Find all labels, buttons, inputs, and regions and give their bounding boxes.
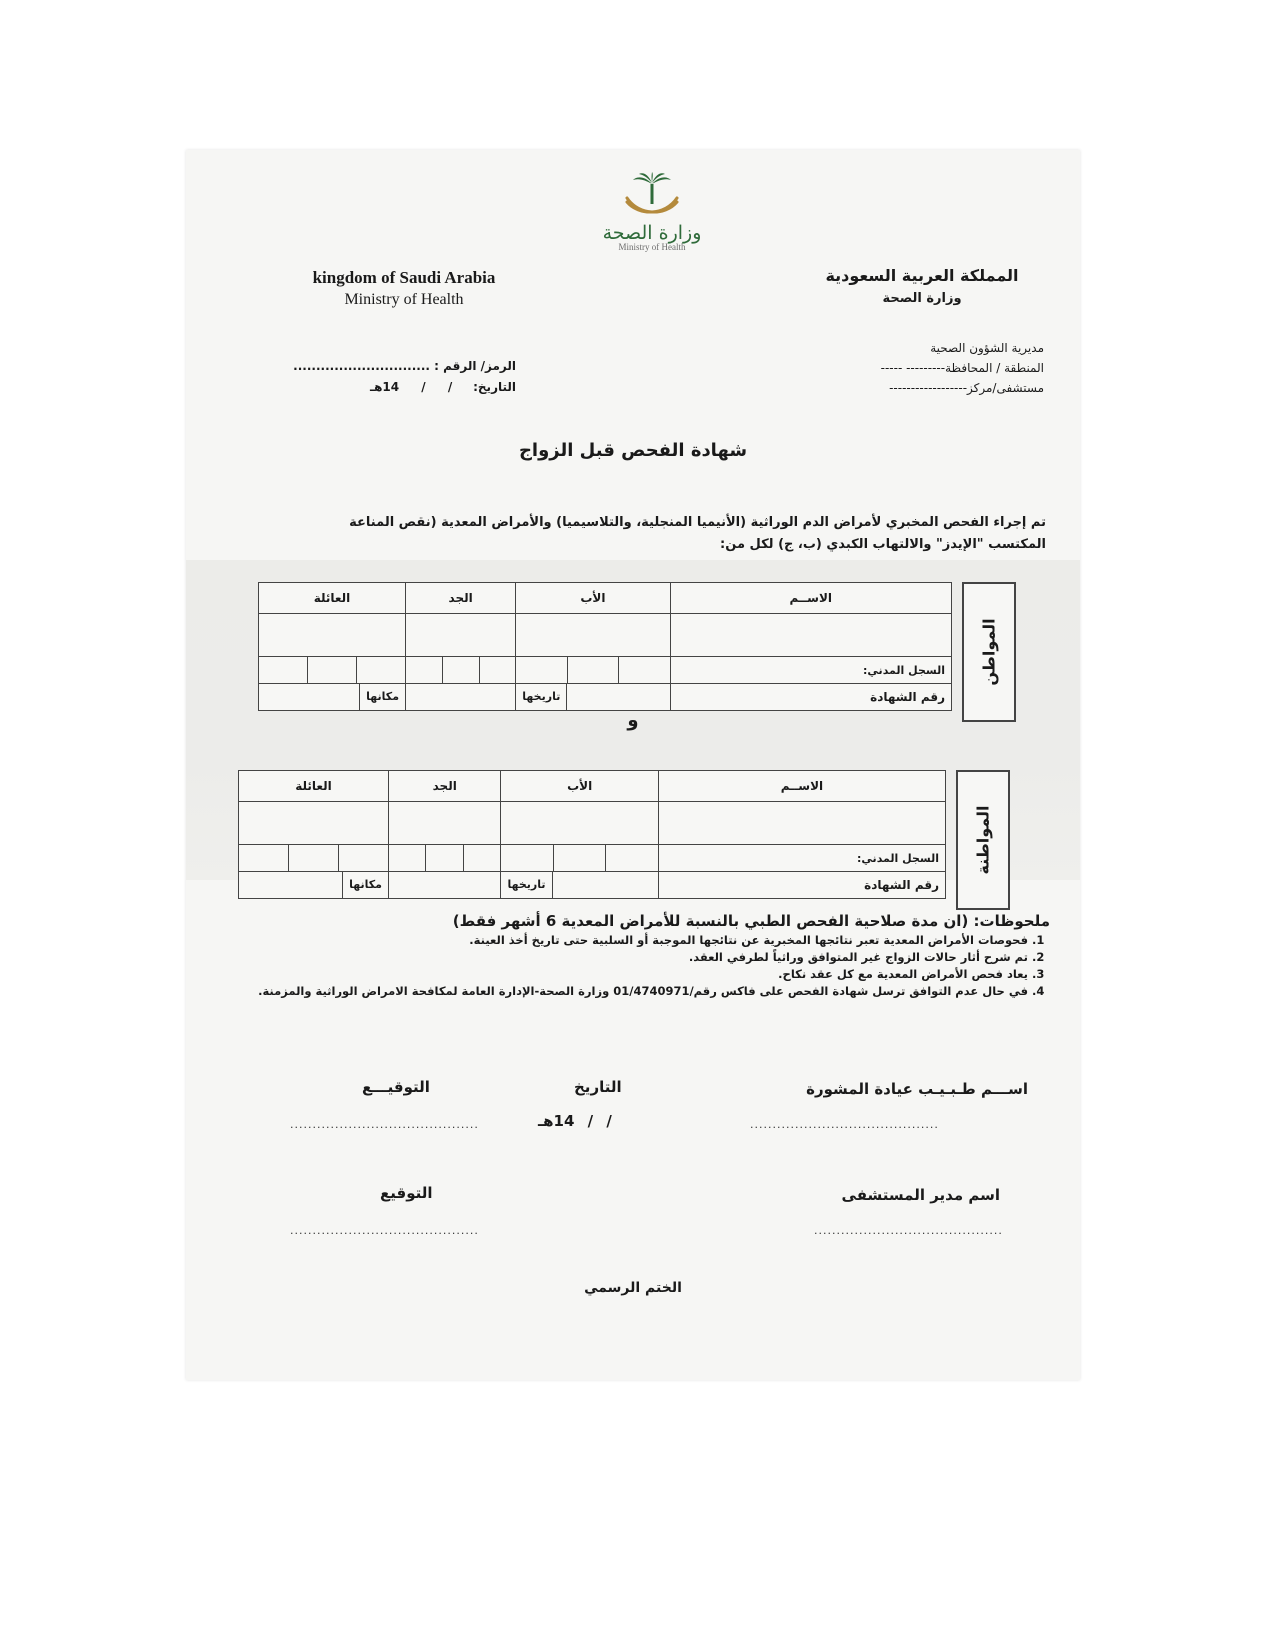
doctor-name-field[interactable]: .......................................... — [750, 1118, 939, 1131]
male-side-text: المواطن — [979, 618, 999, 686]
male-civil-digits-a[interactable] — [516, 657, 670, 684]
male-cert-date-field[interactable] — [406, 684, 516, 711]
notes-block — [186, 912, 1050, 1000]
female-father-field[interactable] — [501, 802, 658, 845]
male-cert-label: رقم الشهادة — [670, 684, 951, 711]
male-cert-date-label: تاريخها — [516, 684, 567, 710]
male-cert-place-cell[interactable] — [259, 684, 406, 711]
female-family-field[interactable] — [239, 802, 389, 845]
female-civil-digits-b[interactable] — [388, 845, 500, 872]
signature2-label: التوقيع — [380, 1184, 433, 1202]
signature-date-field[interactable]: / / 14هـ — [538, 1112, 612, 1130]
female-civil-digits-c[interactable] — [239, 845, 389, 872]
male-name-field[interactable] — [670, 614, 951, 657]
female-cert-date-field[interactable] — [388, 872, 500, 899]
code-label: الرمز/ الرقم : — [434, 359, 516, 373]
ministry-name-ar: وزارة الصحة — [882, 291, 962, 306]
note-item: 1. فحوصات الأمراض المعدية تعبر نتائجها المخبرية عن نتائجها الموجبة أو السلبية حتى تاريخ أخذ العينة. — [186, 932, 1028, 949]
signature2-field[interactable]: .......................................... — [290, 1224, 479, 1237]
male-family-field[interactable] — [259, 614, 406, 657]
male-header-family: العائلة — [259, 583, 406, 614]
notes-list — [186, 932, 1050, 1000]
region-line: المنطقة / المحافظة--------- ----- — [880, 361, 1044, 375]
notes-heading: ملحوظات: (ان مدة صلاحية الفحص الطبي بالنسبة للأمراض المعدية 6 أشهر فقط) — [452, 912, 1050, 930]
ministry-name-en: Ministry of Health — [344, 291, 464, 308]
female-header-family: العائلة — [239, 771, 389, 802]
male-table — [258, 582, 952, 711]
female-civil-digits-a[interactable] — [501, 845, 658, 872]
intro-paragraph: تم إجراء الفحص المخبري لأمراض الدم الوراثية (الأنيميا المنجلية، والتلاسيميا) والأمراض المعدية (نقص المناعة المكتسب "الإيدز" والالتهاب الكبدي (ب، ج) لكل من: — [349, 515, 1046, 552]
male-cert-place-label: مكانها — [359, 684, 405, 710]
doctor-name-label: اســـم طـبـيـب عيادة المشورة — [806, 1080, 1028, 1098]
female-cert-place-cell[interactable] — [239, 872, 389, 899]
english-header — [294, 268, 514, 309]
female-grandfather-field[interactable] — [388, 802, 500, 845]
female-header-father: الأب — [501, 771, 658, 802]
country-name-en: kingdom of Saudi Arabia — [312, 268, 496, 287]
arabic-header — [822, 266, 1022, 306]
male-side-label — [962, 582, 1016, 722]
date-label: التاريخ: — [473, 380, 516, 394]
date-row — [276, 377, 516, 398]
director-name-field[interactable]: .......................................... — [814, 1224, 1003, 1237]
date-label: التاريخ — [574, 1078, 622, 1096]
female-header-grandfather: الجد — [388, 771, 500, 802]
female-civil-label: السجل المدني: — [857, 852, 939, 865]
male-cert-field[interactable] — [516, 684, 670, 711]
ministry-logo — [602, 172, 702, 262]
male-civil-cell — [670, 657, 951, 684]
official-stamp-label: الختم الرسمي — [584, 1280, 682, 1296]
hospital-line: مستشفى/مركز------------------ — [889, 381, 1044, 395]
code-row — [276, 356, 516, 377]
signature-field[interactable]: .......................................... — [290, 1118, 479, 1131]
female-cert-label: رقم الشهادة — [658, 872, 945, 899]
signature-label: التوقيـــع — [362, 1078, 430, 1096]
director-name-label: اسم مدير المستشفى — [841, 1186, 1000, 1204]
female-civil-cell — [658, 845, 945, 872]
female-cert-place-label: مكانها — [342, 872, 388, 898]
logo-text-ar: وزارة الصحة — [602, 222, 702, 244]
reference-block — [276, 356, 516, 398]
female-cert-field[interactable] — [501, 872, 658, 899]
male-father-field[interactable] — [516, 614, 670, 657]
admin-block — [804, 338, 1044, 398]
country-name-ar: المملكة العربية السعودية — [825, 266, 1019, 285]
logo-text-en: Ministry of Health — [618, 242, 686, 252]
male-header-grandfather: الجد — [406, 583, 516, 614]
date-value: / / 14هـ — [369, 380, 453, 394]
female-header-name: الاســم — [658, 771, 945, 802]
directorate-line: مديرية الشؤون الصحية — [930, 341, 1044, 355]
certificate-sheet — [186, 150, 1080, 1380]
female-table — [238, 770, 946, 899]
male-civil-digits-b[interactable] — [406, 657, 516, 684]
code-dots: .............................. — [293, 359, 430, 373]
male-grandfather-field[interactable] — [406, 614, 516, 657]
certificate-title: شهادة الفحص قبل الزواج — [518, 440, 748, 461]
male-header-father: الأب — [516, 583, 670, 614]
palm-swords-emblem-icon — [617, 172, 687, 218]
note-item: 4. في حال عدم التوافق ترسل شهادة الفحص على فاكس رقم/01/4740971 وزارة الصحة-الإدارة العامة لمكافحة الامراض الوراثية والمزمنة. — [186, 983, 1028, 1000]
male-header-name: الاســم — [670, 583, 951, 614]
female-name-field[interactable] — [658, 802, 945, 845]
female-cert-date-label: تاريخها — [501, 872, 552, 898]
conjunction: و — [627, 710, 639, 731]
note-item: 2. تم شرح أثار حالات الزواج غير المتوافق وراثياً لطرفي العقد. — [186, 949, 1028, 966]
female-side-text: المواطنة — [973, 805, 993, 875]
female-side-label — [956, 770, 1010, 910]
male-civil-digits-c[interactable] — [259, 657, 406, 684]
male-civil-label: السجل المدني: — [863, 664, 945, 677]
note-item: 3. يعاد فحص الأمراض المعدية مع كل عقد نكاح. — [186, 966, 1028, 983]
